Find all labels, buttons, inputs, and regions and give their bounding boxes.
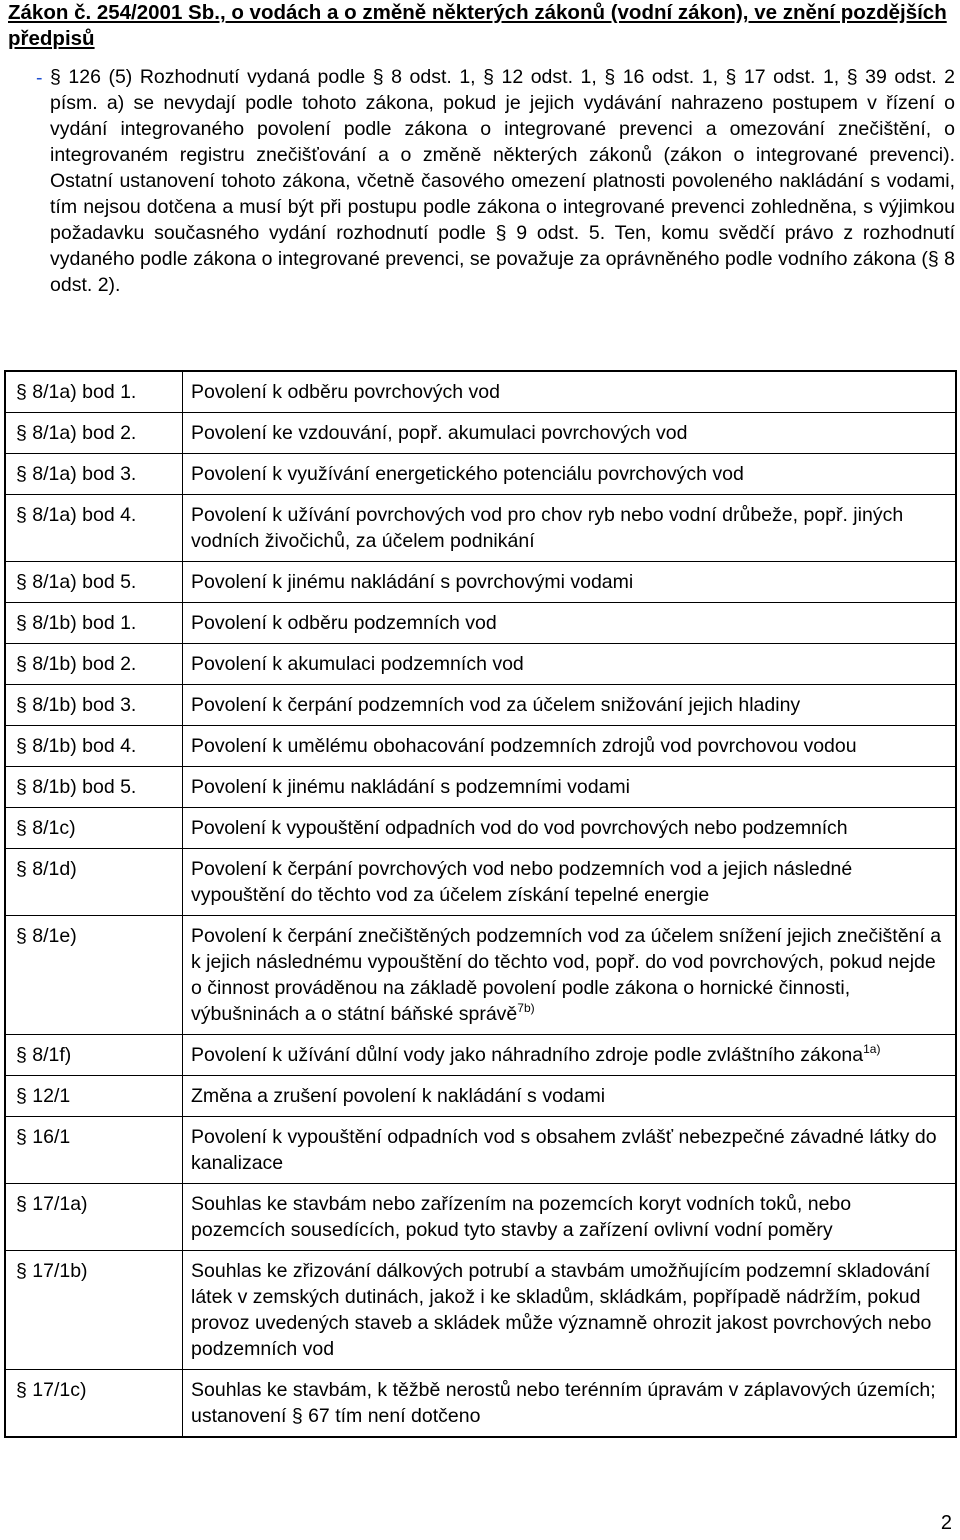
provision-description bbox=[183, 916, 957, 1035]
provision-description-text: Povolení k umělému obohacování podzemních zdrojů vod povrchovou vodou bbox=[191, 735, 857, 757]
provision-reference: § 8/1e) bbox=[5, 916, 183, 1035]
provision-description-text: Povolení k čerpání znečištěných podzemních vod za účelem snížení jejich znečištění a k jejich následnému vypouštění do těchto vod, popř. do vod povrchových, pokud nejde o činnost prováděnou na základě povolení podle zákona o hornické činnosti, výbušninách a o státní báňské správě bbox=[191, 925, 942, 1025]
provision-description-text: Povolení k čerpání podzemních vod za účelem snižování jejich hladiny bbox=[191, 694, 801, 716]
provision-reference: § 8/1b) bod 5. bbox=[5, 767, 183, 808]
intro-paragraph bbox=[36, 64, 955, 298]
provision-reference: § 8/1a) bod 2. bbox=[5, 413, 183, 454]
footnote-marker: 1a) bbox=[863, 1042, 881, 1056]
provision-description-text: Změna a zrušení povolení k nakládání s vodami bbox=[191, 1085, 606, 1107]
bullet-dash: - bbox=[36, 67, 43, 89]
provision-description bbox=[183, 1370, 957, 1438]
provision-description bbox=[183, 562, 957, 603]
provision-description bbox=[183, 726, 957, 767]
provision-reference: § 8/1f) bbox=[5, 1035, 183, 1076]
provision-reference: § 8/1a) bod 3. bbox=[5, 454, 183, 495]
provision-description-text: Povolení k užívání důlní vody jako náhradního zdroje podle zvláštního zákona bbox=[191, 1044, 864, 1066]
page-number: 2 bbox=[940, 1512, 952, 1534]
provision-description bbox=[183, 1117, 957, 1184]
provision-reference: § 16/1 bbox=[5, 1117, 183, 1184]
provision-description-text: Souhlas ke stavbám, k těžbě nerostů nebo terénním úpravám v záplavových územích; ustanovení § 67 tím není dotčeno bbox=[191, 1379, 936, 1427]
table-row bbox=[5, 371, 956, 413]
provision-reference: § 8/1b) bod 1. bbox=[5, 603, 183, 644]
provision-description-text: Povolení ke vzdouvání, popř. akumulaci povrchových vod bbox=[191, 422, 688, 444]
provision-description-text: Povolení k akumulaci podzemních vod bbox=[191, 653, 524, 675]
table-row bbox=[5, 644, 956, 685]
provision-reference: § 12/1 bbox=[5, 1076, 183, 1117]
intro-text: § 126 (5) Rozhodnutí vydaná podle § 8 odst. 1, § 12 odst. 1, § 16 odst. 1, § 17 odst. 1, § 39 odst. 2 písm. a) se nevydají podle tohoto zákona, pokud je jejich vydávání nahrazeno postupem v řízení o vydání integrovaného povolení podle zákona o integrované prevenci a omezování znečištění, o integrovaném registru znečišťování a o změně některých zákonů (zákon o integrované prevenci). Ostatní ustanovení tohoto zákona, včetně časového omezení platnosti povoleného nakládání s vodami, tím nejsou dotčena a musí být při postupu podle zákona o integrované prevenci zohledněna, s výjimkou požadavku současného vydání rozhodnutí podle § 9 odst. 5. Ten, komu svědčí právo z rozhodnutí vydaného podle zákona o integrované prevenci, se považuje za oprávněného podle vodního zákona (§ 8 odst. 2). bbox=[50, 66, 955, 296]
table-row bbox=[5, 916, 956, 1035]
provision-reference: § 8/1c) bbox=[5, 808, 183, 849]
provision-reference: § 17/1c) bbox=[5, 1370, 183, 1438]
footnote-marker: 7b) bbox=[517, 1001, 535, 1015]
provision-description bbox=[183, 644, 957, 685]
table-row bbox=[5, 685, 956, 726]
table-row bbox=[5, 1117, 956, 1184]
provision-reference: § 8/1a) bod 4. bbox=[5, 495, 183, 562]
provision-description-text: Souhlas ke stavbám nebo zařízením na pozemcích koryt vodních toků, nebo pozemcích sousedících, pokud tyto stavby a zařízení ovlivní vodní poměry bbox=[191, 1193, 852, 1241]
table-row bbox=[5, 767, 956, 808]
table-row bbox=[5, 726, 956, 767]
provision-description bbox=[183, 1184, 957, 1251]
provision-description bbox=[183, 1251, 957, 1370]
table-row bbox=[5, 562, 956, 603]
table-row bbox=[5, 1184, 956, 1251]
provision-reference: § 8/1d) bbox=[5, 849, 183, 916]
provision-description bbox=[183, 603, 957, 644]
table-row bbox=[5, 849, 956, 916]
provision-description bbox=[183, 808, 957, 849]
table-row bbox=[5, 454, 956, 495]
table-row bbox=[5, 1370, 956, 1438]
provision-description bbox=[183, 454, 957, 495]
provision-description-text: Povolení k vypouštění odpadních vod s obsahem zvlášť nebezpečné závadné látky do kanalizace bbox=[191, 1126, 937, 1174]
table-row bbox=[5, 413, 956, 454]
provision-description-text: Povolení k jinému nakládání s podzemními vodami bbox=[191, 776, 630, 798]
provision-description bbox=[183, 1035, 957, 1076]
table-row bbox=[5, 1076, 956, 1117]
provision-description bbox=[183, 495, 957, 562]
document-title: Zákon č. 254/2001 Sb., o vodách a o změně některých zákonů (vodní zákon), ve znění pozdějších předpisů bbox=[8, 1, 947, 50]
provision-description bbox=[183, 685, 957, 726]
provision-description-text: Povolení k čerpání povrchových vod nebo podzemních vod a jejich následné vypouštění do těchto vod za účelem získání tepelné energie bbox=[191, 858, 853, 906]
provision-description-text: Povolení k odběru povrchových vod bbox=[191, 381, 500, 403]
table-row bbox=[5, 1035, 956, 1076]
provision-description-text: Povolení k odběru podzemních vod bbox=[191, 612, 497, 634]
table-row bbox=[5, 495, 956, 562]
provision-reference: § 17/1a) bbox=[5, 1184, 183, 1251]
table-row bbox=[5, 603, 956, 644]
provision-reference: § 17/1b) bbox=[5, 1251, 183, 1370]
table-row bbox=[5, 808, 956, 849]
provision-description bbox=[183, 413, 957, 454]
provisions-table bbox=[4, 370, 957, 1438]
provision-reference: § 8/1b) bod 2. bbox=[5, 644, 183, 685]
provision-description-text: Povolení k jinému nakládání s povrchovými vodami bbox=[191, 571, 634, 593]
provision-description-text: Povolení k využívání energetického potenciálu povrchových vod bbox=[191, 463, 744, 485]
provision-reference: § 8/1a) bod 5. bbox=[5, 562, 183, 603]
provision-description-text: Povolení k vypouštění odpadních vod do vod povrchových nebo podzemních bbox=[191, 817, 848, 839]
provision-description-text: Souhlas ke zřizování dálkových potrubí a stavbám umožňujícím podzemní skladování látek v zemských dutinách, jakož i ke skladům, skládkám, popřípadě nádržím, pokud provoz uvedených staveb a skládek může významně ohrozit jakost povrchových nebo podzemních vod bbox=[191, 1260, 932, 1360]
provision-description bbox=[183, 849, 957, 916]
provision-description-text: Povolení k užívání povrchových vod pro chov ryb nebo vodní drůbeže, popř. jiných vodních živočichů, za účelem podnikání bbox=[191, 504, 904, 552]
provision-description bbox=[183, 767, 957, 808]
provision-reference: § 8/1a) bod 1. bbox=[5, 371, 183, 413]
provision-reference: § 8/1b) bod 4. bbox=[5, 726, 183, 767]
table-row bbox=[5, 1251, 956, 1370]
provision-description bbox=[183, 1076, 957, 1117]
provision-description bbox=[183, 371, 957, 413]
provision-reference: § 8/1b) bod 3. bbox=[5, 685, 183, 726]
